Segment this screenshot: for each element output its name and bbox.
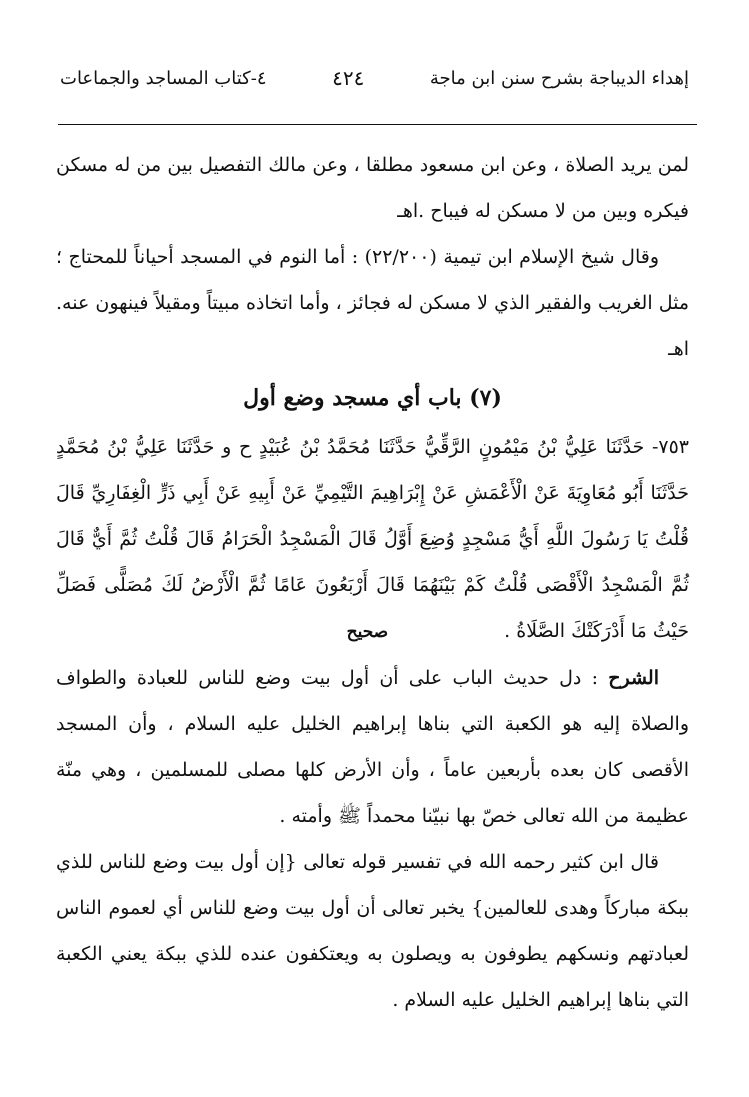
- sharh-label: الشرح: [608, 667, 659, 689]
- book-title: إهداء الديباجة بشرح سنن ابن ماجة: [429, 67, 689, 89]
- hadith-body: ٧٥٣- حَدَّثَنَا عَلِيُّ بْنُ مَيْمُونٍ الرَّقِّيُّ حَدَّثَنَا مُحَمَّدُ بْنُ عُبَيْدٍ ح و حَدَّثَنَا عَلِيُّ بْنُ مُحَمَّدٍ حَدَّثَنَا أَبُو مُعَاوِيَةَ عَنْ الْأَعْمَشِ عَنْ إِبْرَاهِيمَ التَّيْمِيِّ عَنْ أَبِيهِ عَنْ أَبِي ذَرٍّ الْغِفَارِيِّ قَالَ قُلْتُ يَا رَسُولَ اللَّهِ أَيُّ مَسْجِدٍ وُضِعَ أَوَّلُ قَالَ الْمَسْجِدُ الْحَرَامُ قَالَ قُلْتُ ثُمَّ أَيٌّ قَالَ ثُمَّ الْمَسْجِدُ الْأَقْصَى قُلْتُ كَمْ بَيْنَهُمَا قَالَ أَرْبَعُونَ عَامًا ثُمَّ الْأَرْضُ لَكَ مُصَلًّى فَصَلِّ حَيْثُ مَا أَدْرَكَتْكَ الصَّلَاةُ .: [56, 436, 689, 642]
- paragraph-2: وقال شيخ الإسلام ابن تيمية (٢٢/٢٠٠) : أما النوم في المسجد أحياناً للمحتاج ؛ مثل الغريب والفقير الذي لا مسكن له فجائز ، وأما اتخاذه مبيتاً ومقيلاً فينهون عنه. اهـ: [56, 246, 689, 360]
- page-number: ٤٢٤: [332, 66, 365, 90]
- page-body: [56, 142, 689, 1023]
- hadith-grade: صحيح: [346, 622, 389, 642]
- chapter-title: ٤-كتاب المساجد والجماعات: [60, 67, 267, 89]
- tafsir-paragraph: قال ابن كثير رحمه الله في تفسير قوله تعالى {إن أول بيت وضع للناس للذي ببكة مباركاً وهدى للعالمين} يخبر تعالى أن أول بيت وضع للناس أي لعموم الناس لعبادتهم ونسكهم يطوفون به ويصلون به ويعتكفون عنده للذي ببكة يعني الكعبة التي بناها إبراهيم الخليل عليه السلام .: [56, 851, 689, 1011]
- sharh-paragraph: [56, 655, 689, 839]
- hadith-text: [56, 424, 689, 655]
- paragraph-1: لمن يريد الصلاة ، وعن ابن مسعود مطلقا ، وعن مالك التفصيل بين من له مسكن فيكره وبين من لا مسكن له فيباح .اهـ: [56, 154, 689, 222]
- sharh-text: : دل حديث الباب على أن أول بيت وضع للناس للعبادة والطواف والصلاة إليه هو الكعبة التي بناها إبراهيم الخليل عليه السلام ، وأن المسجد الأقصى كان بعده بأربعين عاماً ، وأن الأرض كلها مصلى للمسلمين ، وهي منّة عظيمة من الله تعالى خصّ بها نبيّنا محمداً ﷺ وأمته .: [56, 667, 689, 827]
- page-header: [60, 58, 689, 98]
- section-heading: (٧) باب أي مسجد وضع أول: [243, 385, 502, 411]
- header-divider: [58, 124, 697, 125]
